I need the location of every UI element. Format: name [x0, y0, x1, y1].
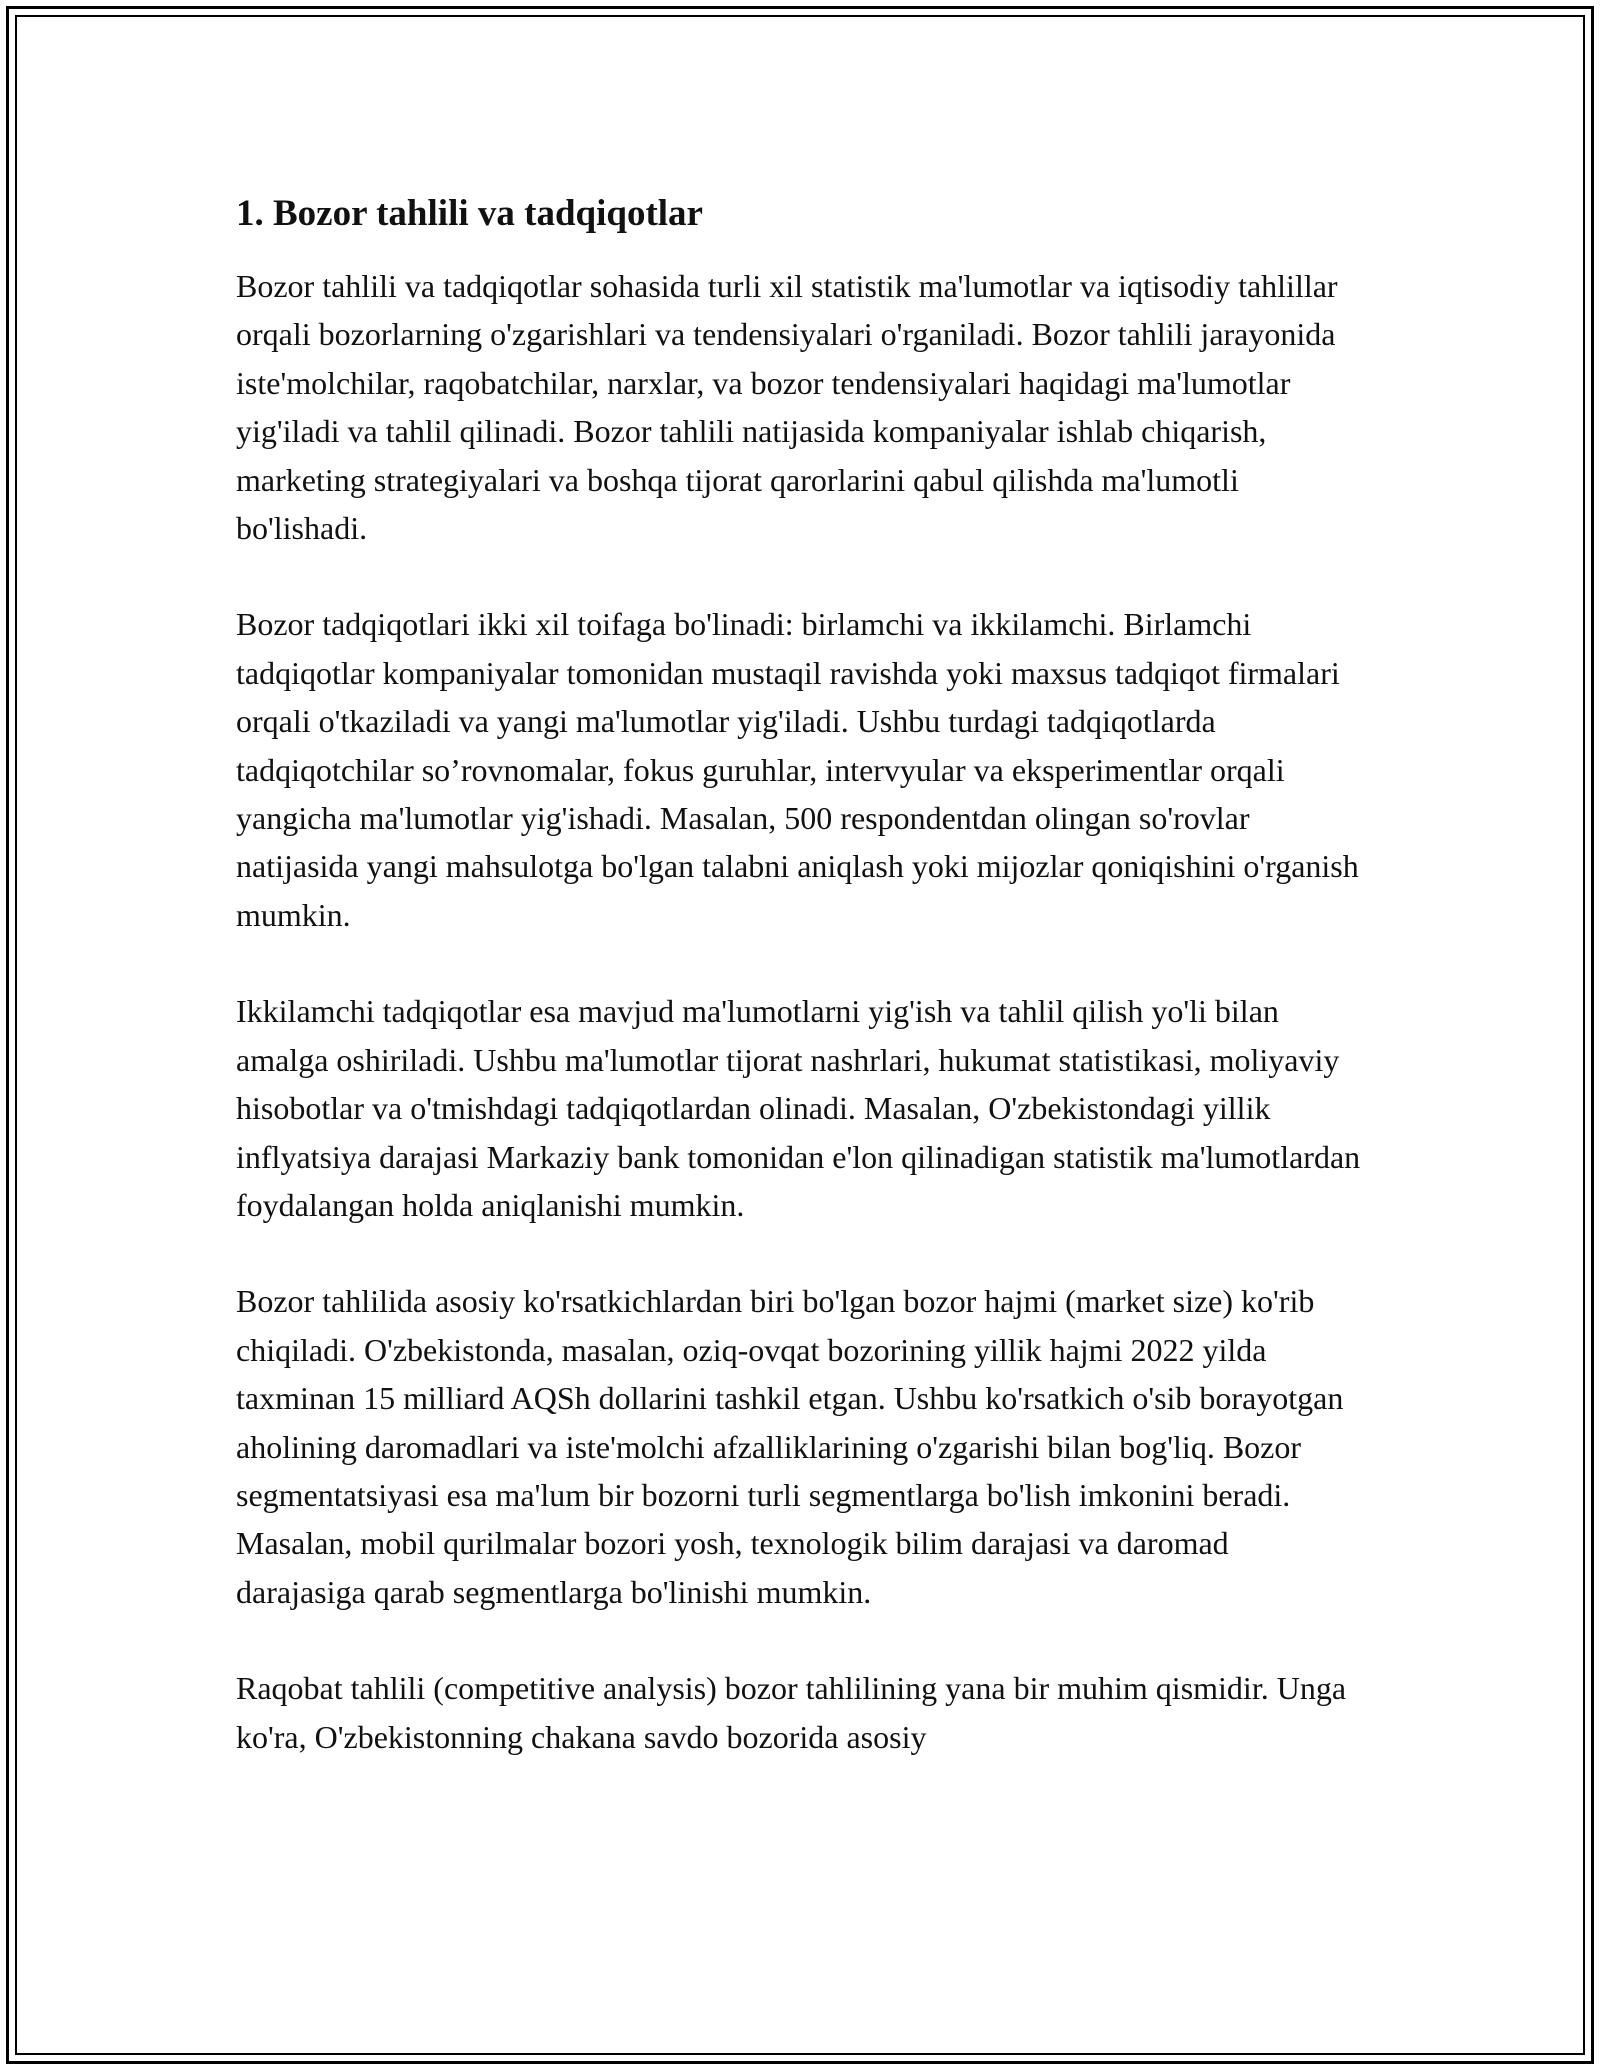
paragraph-secondary-research: Ikkilamchi tadqiqotlar esa mavjud ma'lumotlarni yig'ish va tahlil qilish yo'li bilan amalga oshiriladi. Ushbu ma'lumotlar tijorat nashrlari, hukumat statistikasi, moliyaviy hisobotlar va o'tmishdagi tadqiqotlardan olinadi. Masalan, O'zbekistondagi yillik inflyatsiya darajasi Markaziy bank tomonidan e'lon qilinadigan statistik ma'lumotlardan foydalangan holda aniqlanishi mumkin. [236, 993, 1361, 1223]
paragraph-competitive-analysis: Raqobat tahlili (competitive analysis) bozor tahlilining yana bir muhim qismidir. Unga ko'ra, O'zbekistonning chakana savdo bozorida asosiy [236, 1670, 1347, 1755]
document-body [236, 188, 1366, 1809]
paragraph-research-types: Bozor tadqiqotlari ikki xil toifaga bo'linadi: birlamchi va ikkilamchi. Birlamchi tadqiqotlar kompaniyalar tomonidan mustaqil ravishda yoki maxsus tadqiqot firmalari orqali o'tkaziladi va yangi ma'lumotlar yig'iladi. Ushbu turdagi tadqiqotlarda tadqiqotchilar so’rovnomalar, fokus guruhlar, intervyular va eksperimentlar orqali yangicha ma'lumotlar yig'ishadi. Masalan, 500 respondentdan olingan so'rovlar natijasida yangi mahsulotga bo'lgan talabni aniqlash yoki mijozlar qoniqishini o'rganish mumkin. [236, 606, 1359, 933]
section-heading: 1. Bozor tahlili va tadqiqotlar [236, 193, 703, 234]
paragraph-market-size: Bozor tahlilida asosiy ko'rsatkichlardan biri bo'lgan bozor hajmi (market size) ko'rib chiqiladi. O'zbekistonda, masalan, oziq-ovqat bozorining yillik hajmi 2022 yilda taxminan 15 milliard AQSh dollarini tashkil etgan. Ushbu ko'rsatkich o'sib borayotgan aholining daromadlari va iste'molchi afzalliklarining o'zgarishi bilan bog'liq. Bozor segmentatsiyasi esa ma'lum bir bozorni turli segmentlarga bo'lish imkonini beradi. Masalan, mobil qurilmalar bozori yosh, texnologik bilim darajasi va daromad darajasiga qarab segmentlarga bo'linishi mumkin. [236, 1283, 1344, 1610]
paragraph-market-analysis: Bozor tahlili va tadqiqotlar sohasida turli xil statistik ma'lumotlar va iqtisodiy tahlillar orqali bozorlarning o'zgarishlari va tendensiyalari o'rganiladi. Bozor tahlili jarayonida iste'molchilar, raqobatchilar, narxlar, va bozor tendensiyalari haqidagi ma'lumotlar yig'iladi va tahlil qilinadi. Bozor tahlili natijasida kompaniyalar ishlab chiqarish, marketing strategiyalari va boshqa tijorat qarorlarini qabul qilishda ma'lumotli bo'lishadi. [236, 268, 1338, 547]
